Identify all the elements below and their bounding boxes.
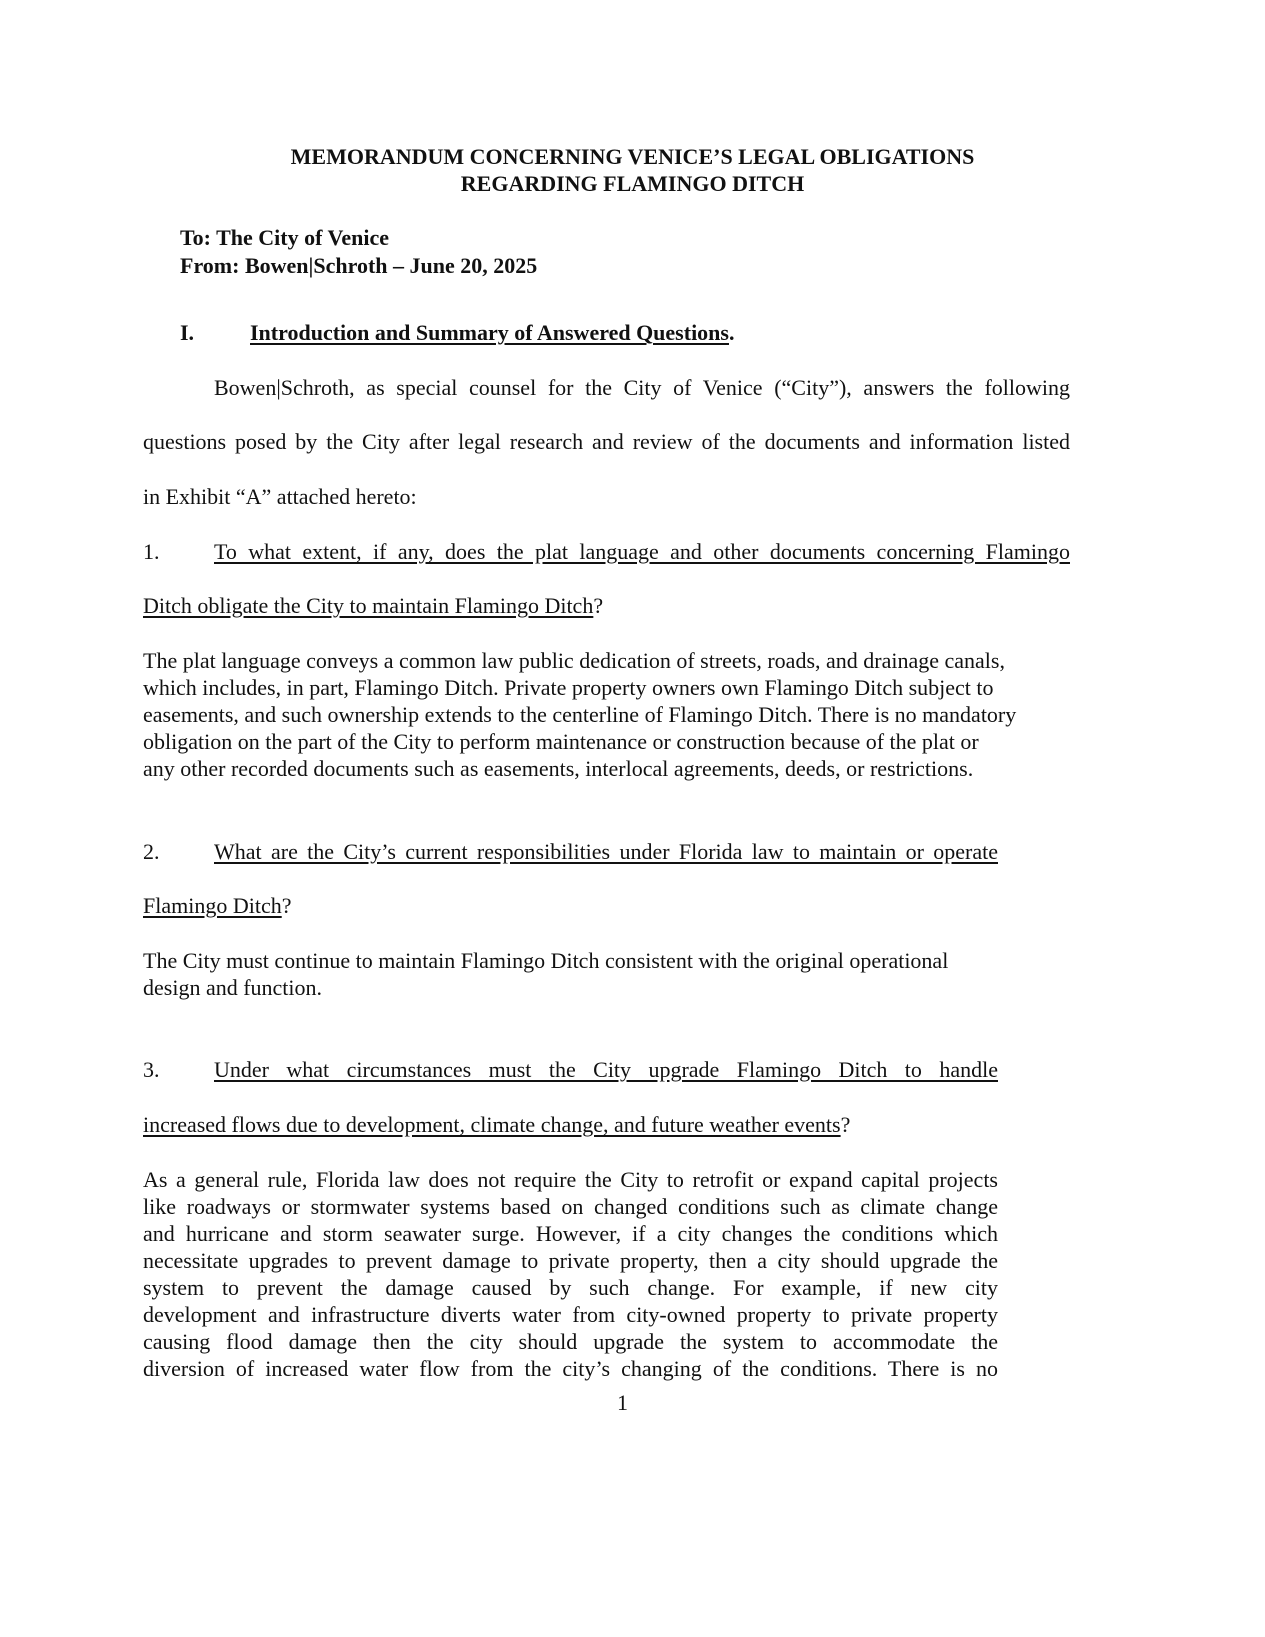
answer-line: obligation on the part of the City to perform maintenance or construction because of the plat or bbox=[143, 729, 979, 754]
section-number: I. bbox=[180, 320, 195, 345]
question-line: Under what circumstances must the City upgrade Flamingo Ditch to handle bbox=[214, 1057, 998, 1082]
question-text: increased flows due to development, climate change, and future weather events bbox=[143, 1112, 841, 1137]
answer-line: development and infrastructure diverts water from city-owned property to private property bbox=[143, 1302, 998, 1327]
question-mark: ? bbox=[281, 893, 292, 918]
answer-line: design and function. bbox=[143, 975, 323, 1000]
answer-line: causing flood damage then the city should upgrade the system to accommodate the bbox=[143, 1329, 998, 1354]
answer-line: any other recorded documents such as easements, interlocal agreements, deeds, or restrictions. bbox=[143, 756, 974, 781]
answer-line: The City must continue to maintain Flamingo Ditch consistent with the original operational bbox=[143, 948, 949, 973]
title-line: MEMORANDUM CONCERNING VENICE’S LEGAL OBLIGATIONS bbox=[290, 144, 975, 169]
intro-line: Bowen|Schroth, as special counsel for the City of Venice (“City”), answers the following bbox=[214, 375, 1070, 400]
answer-line: As a general rule, Florida law does not require the City to retrofit or expand capital projects bbox=[143, 1167, 998, 1192]
question-line bbox=[143, 1112, 850, 1138]
question-line bbox=[143, 893, 291, 919]
memo-to: To: The City of Venice bbox=[180, 225, 390, 250]
title-line: REGARDING FLAMINGO DITCH bbox=[460, 171, 805, 196]
section-heading-period: . bbox=[728, 320, 735, 345]
answer-line: diversion of increased water flow from the city’s changing of the conditions. There is no bbox=[143, 1356, 998, 1381]
question-number: 3. bbox=[143, 1057, 160, 1082]
question-text: Ditch obligate the City to maintain Flamingo Ditch bbox=[143, 593, 594, 618]
answer-line: and hurricane and storm seawater surge. However, if a city changes the conditions which bbox=[143, 1221, 998, 1246]
section-heading bbox=[250, 320, 734, 346]
question-line: To what extent, if any, does the plat language and other documents concerning Flamingo bbox=[214, 539, 1070, 564]
question-line bbox=[143, 593, 603, 619]
question-line: What are the City’s current responsibilities under Florida law to maintain or operate bbox=[214, 839, 998, 864]
intro-line: questions posed by the City after legal research and review of the documents and information listed bbox=[143, 429, 1070, 454]
question-number: 1. bbox=[143, 539, 160, 564]
page-number: 1 bbox=[617, 1390, 628, 1415]
answer-line: like roadways or stormwater systems based on changed conditions such as climate change bbox=[143, 1194, 998, 1219]
question-text: Flamingo Ditch bbox=[143, 893, 282, 918]
section-heading-text: Introduction and Summary of Answered Questions bbox=[250, 320, 729, 345]
answer-line: system to prevent the damage caused by such change. For example, if new city bbox=[143, 1275, 998, 1300]
question-number: 2. bbox=[143, 839, 160, 864]
question-mark: ? bbox=[593, 593, 604, 618]
answer-line: which includes, in part, Flamingo Ditch. Private property owners own Flamingo Ditch subject to bbox=[143, 675, 994, 700]
memo-from: From: Bowen|Schroth – June 20, 2025 bbox=[180, 253, 538, 278]
answer-line: necessitate upgrades to prevent damage to private property, then a city should upgrade the bbox=[143, 1248, 998, 1273]
answer-line: easements, and such ownership extends to the centerline of Flamingo Ditch. There is no mandatory bbox=[143, 702, 1017, 727]
answer-line: The plat language conveys a common law public dedication of streets, roads, and drainage canals, bbox=[143, 648, 1005, 673]
intro-line: in Exhibit “A” attached hereto: bbox=[143, 484, 417, 509]
question-mark: ? bbox=[840, 1112, 851, 1137]
